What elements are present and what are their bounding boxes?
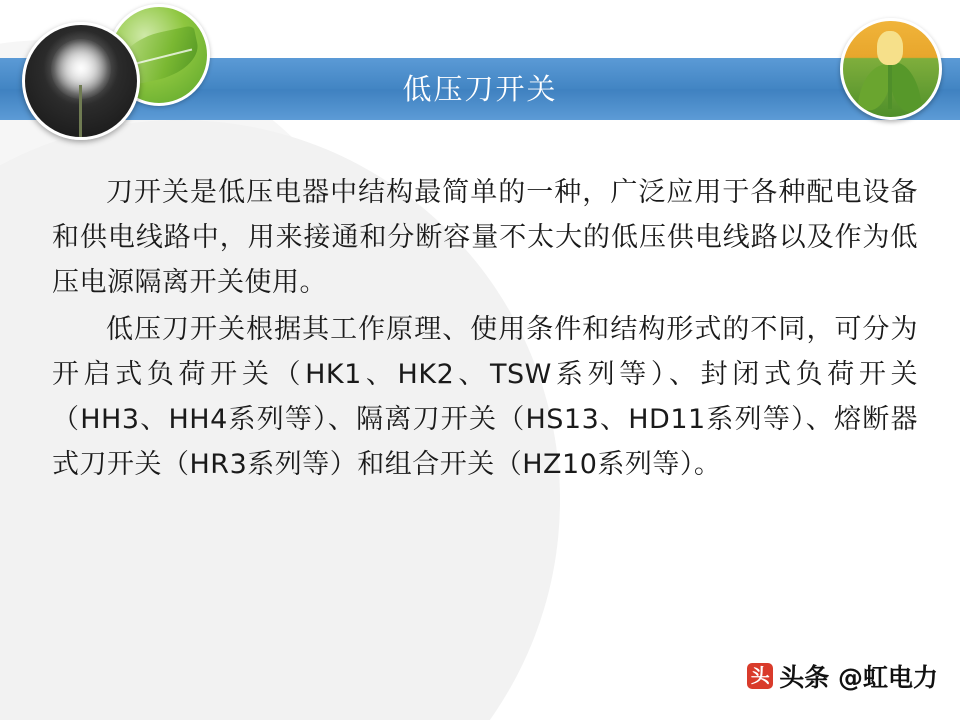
tulip-leaf-right [888, 59, 923, 114]
tulip-stem [888, 61, 892, 109]
watermark-text: 头条 @虹电力 [779, 663, 938, 692]
watermark-logo-icon: 头 [747, 663, 773, 689]
paragraph-2: 低压刀开关根据其工作原理、使用条件和结构形式的不同，可分为开启式负荷开关（HK1、HK2、TSW系列等）、封闭式负荷开关（HH3、HH4系列等）、隔离刀开关（HS13、HD11系列等）、熔断器式刀开关（HR3系列等）和组合开关（HZ10系列等）。 [52, 314, 918, 480]
slide-body [52, 170, 918, 487]
watermark [747, 658, 938, 694]
dandelion-photo-icon [22, 22, 140, 140]
page-title: 低压刀开关 [402, 72, 558, 106]
tulip-photo-icon [840, 18, 942, 120]
tulip-flower [877, 31, 903, 65]
dandelion-stem [79, 85, 82, 137]
paragraph-1: 刀开关是低压电器中结构最简单的一种，广泛应用于各种配电设备和供电线路中，用来接通和分断容量不太大的低压供电线路以及作为低压电源隔离开关使用。 [52, 177, 918, 298]
